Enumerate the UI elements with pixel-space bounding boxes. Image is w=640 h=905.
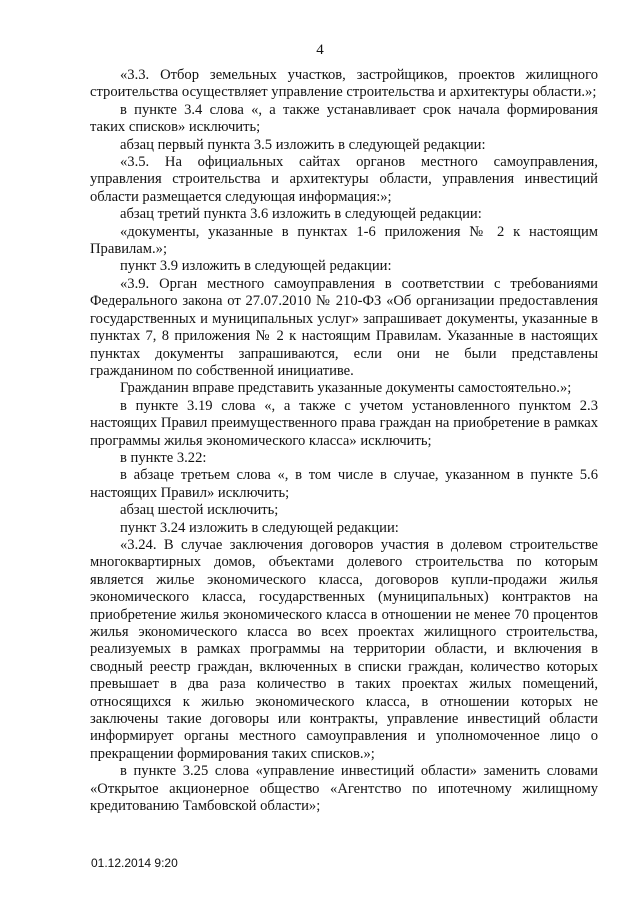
paragraph: «документы, указанные в пунктах 1-6 приложения № 2 к настоящим Правилам.»; [90,223,598,258]
paragraph: в пункте 3.19 слова «, а также с учетом установленного пунктом 2.3 настоящих Правил преимущественного права граждан на приобретение в рамках программы жилья экономического класса» исключить; [90,397,598,449]
document-body [90,67,598,815]
page-number: 4 [316,42,324,58]
paragraph: в абзаце третьем слова «, в том числе в случае, указанном в пункте 5.6 настоящих Правил» исключить; [90,467,598,501]
paragraph: абзац первый пункта 3.5 изложить в следующей редакции: [120,136,486,153]
paragraph: абзац шестой исключить; [120,502,279,519]
paragraph: «3.5. На официальных сайтах органов местного самоуправления, управления строительства и архитектуры области, управления инвестиций области размещается следующая информация:»; [90,154,598,205]
paragraph: в пункте 3.4 слова «, а также устанавливает срок начала формирования таких списков» исключить; [90,101,598,136]
paragraph: пункт 3.9 изложить в следующей редакции: [120,258,392,275]
paragraph: абзац третий пункта 3.6 изложить в следующей редакции: [120,206,482,223]
paragraph: «3.9. Орган местного самоуправления в соответствии с требованиями Федерального закона от 27.07.2010 № 210-ФЗ «Об организации предоставления государственных и муниципальных услуг» запрашивает документы, указанные в пунктах 7, 8 приложения № 2 к настоящим Правилам. Указанные в настоящих пунктах документы запрашиваются, если они не были представлены гражданином по собственной инициативе. [90,275,598,379]
paragraph: в пункте 3.22: [120,449,207,466]
paragraph: Гражданин вправе представить указанные документы самостоятельно.»; [120,380,572,397]
paragraph: пункт 3.24 изложить в следующей редакции: [120,519,399,536]
paragraph: в пункте 3.25 слова «управление инвестиций области» заменить словами «Открытое акционерное общество «Агентство по ипотечному жилищному кредитованию Тамбовской области»; [90,763,598,815]
footer-timestamp: 01.12.2014 9:20 [91,856,178,870]
paragraph: «3.24. В случае заключения договоров участия в долевом строительстве многоквартирных домов, объектами долевого строительства по которым является жилье экономического класса, договоров купли-продажи жилья экономического класса, государственных (муниципальных) контрактов на приобретение жилья экономического класса в отношении не менее 70 процентов жилья экономического класса во всех проектах жилищного строительства, реализуемых в рамках программы на территории области, и включения в сводный реестр граждан, включенных в списки граждан, количество которых превышает в два раза количество в таких проектах жилых помещений, относящихся к жилью экономического класса, в отношении которых не заключены такие договоры или контракты, управление инвестиций области информирует органы местного самоуправления и уполномоченное лицо о прекращении формирования таких списков.»; [90,536,598,762]
paragraph: «3.3. Отбор земельных участков, застройщиков, проектов жилищного строительства осуществляет управление строительства и архитектуры области.»; [90,67,598,101]
